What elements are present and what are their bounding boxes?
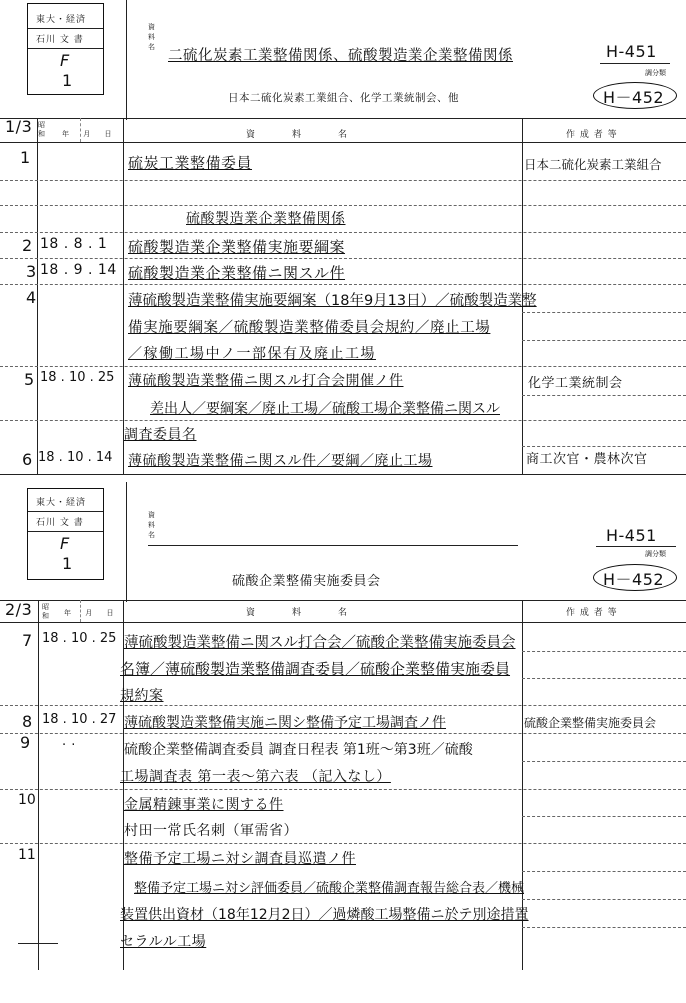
- archive-stamp: [27, 3, 104, 95]
- row-author: 日本二硫化炭素工業組合: [524, 157, 662, 172]
- circled-code-text: H－452: [603, 570, 665, 589]
- row-date: 18 . 8 . 1: [40, 236, 108, 252]
- row-author: 商工次官・農林次官: [526, 452, 648, 467]
- header-author: 作 成 者 等: [566, 130, 618, 140]
- row-title: 装置供出資材（18年12月2日）／過燐酸工場整備ニ於テ別途措置: [120, 907, 529, 923]
- row-title: セラルル工場: [120, 934, 207, 950]
- stamp-line-1: 東大・経済: [36, 498, 87, 508]
- stamp-line-2: 石川 文 書: [36, 518, 84, 528]
- row-date: 18 . 10 . 25: [42, 631, 117, 646]
- code-label: H-451: [606, 526, 657, 545]
- row-title: 薄硫酸製造業整備実施ニ関シ整備予定工場調査ノ件: [124, 715, 446, 731]
- row-no: 7: [22, 631, 33, 650]
- stamp-line-3: F: [60, 51, 70, 70]
- row-no: 8: [22, 712, 33, 731]
- row-no: 5: [24, 370, 35, 389]
- header-date: 年 月 日: [64, 609, 120, 617]
- row-title: 硫炭工業整備委員: [128, 154, 253, 172]
- label-shiryomei: 資料名: [148, 511, 155, 539]
- row-title: 工場調査表 第一表～第六表 （記入なし）: [120, 769, 391, 785]
- row-title: 薄硫酸製造業整備ニ関スル打合会／硫酸企業整備実施委員会: [124, 635, 516, 651]
- label-shiryomei: 資料名: [148, 23, 155, 51]
- header-date: 年 月 日: [62, 130, 118, 138]
- stamp-line-4: 1: [62, 554, 73, 573]
- header-shiryo: 資 料 名: [246, 130, 362, 140]
- row-no: 2: [22, 236, 33, 255]
- row-date: 18 . 10 . 25: [40, 370, 115, 385]
- code-label: H-451: [606, 42, 657, 61]
- row-title: 整備予定工場ニ対シ評価委員／硫酸企業整備調査報告総合表／機械: [134, 881, 525, 896]
- row-title: 規約案: [120, 688, 164, 704]
- header-showa: 昭和: [38, 121, 45, 138]
- row-title: 備実施要綱案／硫酸製造業整備委員会規約／廃止工場: [128, 320, 491, 336]
- archive-stamp: [27, 488, 104, 580]
- row-author: 化学工業統制会: [528, 376, 623, 391]
- header-shiryo: 資 料 名: [246, 608, 362, 618]
- row-date: . .: [62, 734, 76, 749]
- row-title: 薄硫酸製造業整備ニ関スル件／要綱／廃止工場: [128, 453, 433, 469]
- circled-code-text: H－452: [603, 88, 665, 107]
- section-heading: 硫酸製造業企業整備関係: [186, 211, 346, 227]
- document-subtitle: 硫酸企業整備実施委員会: [232, 574, 381, 589]
- document-subtitle: 日本二硫化炭素工業組合、化学工業統制会、他: [228, 92, 459, 104]
- row-no: 3: [26, 262, 37, 281]
- row-author: 硫酸企業整備実施委員会: [524, 716, 657, 730]
- row-title: 差出人／要綱案／廃止工場／硫酸工場企業整備ニ関スル: [150, 401, 500, 417]
- row-title: 硫酸製造業企業整備ニ関スル件: [128, 264, 346, 282]
- row-title: 金属精錬事業に関する件: [124, 797, 284, 813]
- row-no: 11: [18, 847, 36, 863]
- stamp-line-1: 東大・経済: [36, 15, 87, 25]
- row-no: 10: [18, 792, 36, 808]
- row-title: 硫酸製造業企業整備実施要綱案: [128, 238, 346, 256]
- row-title: 薄硫酸製造業整備実施要綱案（18年9月13日）／硫酸製造業整: [128, 293, 537, 309]
- row-no: 6: [22, 450, 33, 469]
- row-date: 18 . 10 . 14: [38, 450, 113, 465]
- code-small-label: 調分類: [645, 69, 666, 77]
- row-title: 名簿／薄硫酸製造業整備調査委員／硫酸企業整備実施委員: [120, 660, 511, 678]
- stamp-line-2: 石川 文 書: [36, 35, 84, 45]
- row-date: 18 . 9 . 14: [40, 262, 117, 278]
- code-small-label: 調分類: [645, 550, 666, 558]
- stamp-line-3: F: [60, 534, 70, 553]
- row-title: ／稼働工場中ノ一部保有及廃止工場: [128, 346, 376, 362]
- stamp-line-4: 1: [62, 71, 73, 90]
- row-no: 1: [20, 148, 31, 167]
- page-number: 1/3: [5, 117, 33, 136]
- header-showa: 昭和: [42, 603, 49, 620]
- row-title: 薄硫酸製造業整備ニ関スル打合会開催ノ件: [128, 373, 404, 389]
- page-number: 2/3: [5, 600, 33, 619]
- row-no: 9: [20, 733, 31, 752]
- row-date: 18 . 10 . 27: [42, 712, 117, 727]
- row-title: 村田一常氏名刺（軍需省）: [124, 823, 298, 839]
- row-title: 整備予定工場ニ対シ調査員巡遣ノ件: [124, 851, 356, 867]
- header-author: 作 成 者 等: [566, 608, 618, 618]
- document-title: 二硫化炭素工業整備関係、硫酸製造業企業整備関係: [168, 48, 513, 64]
- row-no: 4: [26, 288, 37, 307]
- row-title: 硫酸企業整備調査委員 調査日程表 第1班～第3班／硫酸: [124, 742, 473, 758]
- row-title: 調査委員名: [124, 427, 197, 443]
